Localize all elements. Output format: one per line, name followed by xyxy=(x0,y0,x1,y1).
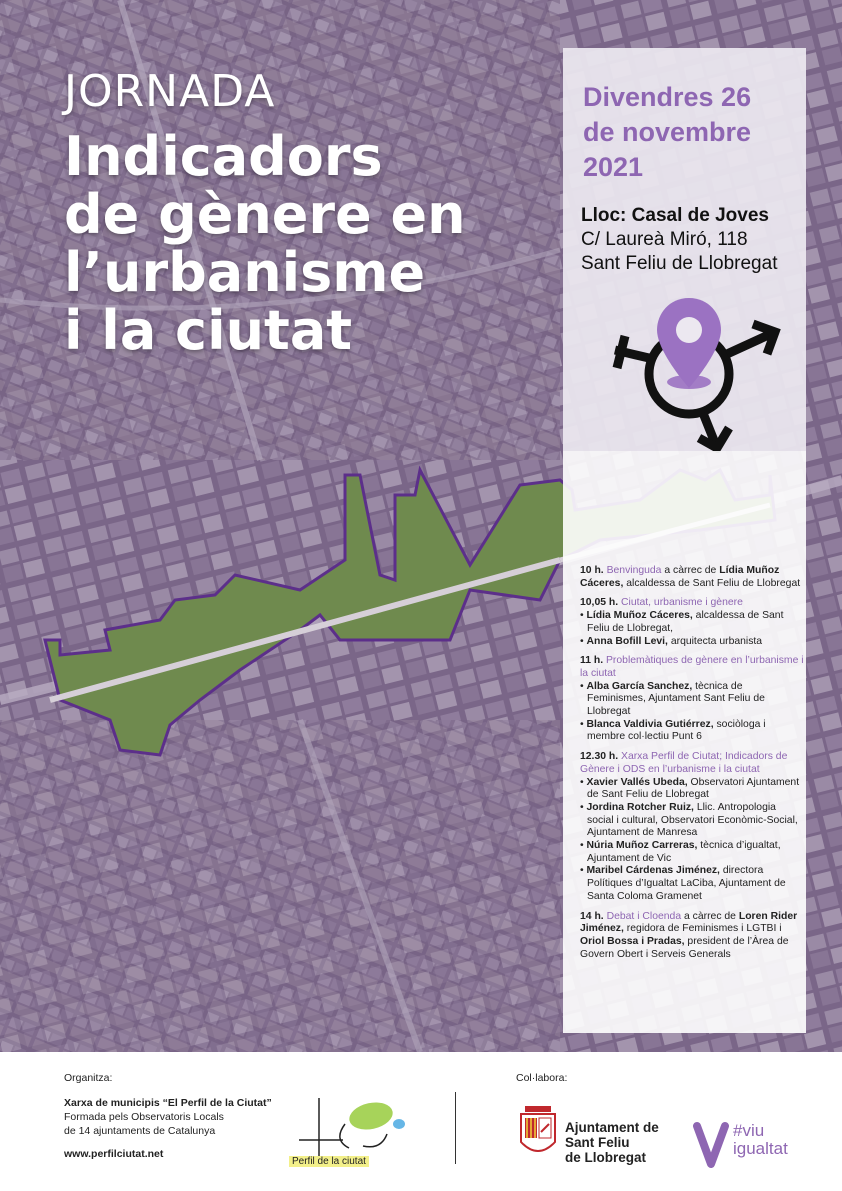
footer-divider xyxy=(455,1092,456,1164)
title-line-4: i la ciutat xyxy=(64,299,353,362)
event-date xyxy=(583,80,751,185)
speaker: • Blanca Valdivia Gutiérrez, sociòloga i membre col·lectiu Punt 6 xyxy=(580,718,766,743)
programme-item: 12.30 h. Xarxa Perfil de Ciutat; Indicadors de Gènere i ODS en l’urbanisme i la ciutat • Xavier Vallés Ubeda, Observatori Ajuntament de Sant Feliu de Llobregat • Jordina Rotcher Ruiz, Llic. Antropologia social i cultural, Observatori Econòmic-Social, Ajuntament de Manresa • Núria Muñoz Carreras, tècnica d’igualtat, Ajuntament de Vic • Maribel Cárdenas Jiménez, directora Polítiques d’Igualtat LaCiba, Ajuntament de Santa Coloma Gramenet xyxy=(580,751,804,903)
speaker: • Jordina Rotcher Ruiz, Llic. Antropologia social i cultural, Observatori Econòmic-Social, Ajuntament de Manresa xyxy=(580,801,798,839)
website-link[interactable]: www.perfilciutat.net xyxy=(64,1148,164,1160)
perfil-ciutat-label: Perfil de la ciutat xyxy=(289,1156,369,1167)
venue-label: Lloc: Casal de Joves xyxy=(581,205,769,226)
coat-of-arms-icon xyxy=(517,1102,559,1164)
programme-item: 10 h. Benvinguda a càrrec de Lídia Muñoz Cáceres, alcaldessa de Sant Feliu de Llobregat xyxy=(580,565,801,589)
speaker: • Lídia Muñoz Cáceres, alcaldessa de Sant Feliu de Llobregat, xyxy=(580,610,784,634)
programme-item: 10,05 h. Ciutat, urbanisme i gènere • Lídia Muñoz Cáceres, alcaldessa de Sant Feliu de Llobregat, • Anna Bofill Levi, arquitecta urbanista xyxy=(580,597,804,648)
venue-address: C/ Laureà Miró, 118 xyxy=(581,229,748,250)
event-info-panel xyxy=(563,48,806,451)
perfil-ciutat-logo xyxy=(283,1084,427,1178)
event-kicker: JORNADA xyxy=(64,66,276,117)
title-line-1: Indicadors xyxy=(64,125,383,188)
programme-list xyxy=(580,565,804,968)
viu-v-icon xyxy=(693,1120,729,1172)
organizer-line-2: Formada pels Observatoris Locals xyxy=(64,1111,224,1123)
speaker: • Anna Bofill Levi, arquitecta urbanista xyxy=(580,635,763,647)
organitza-label: Organitza: xyxy=(64,1072,113,1084)
speaker: • Xavier Vallés Ubeda, Observatori Ajuntament de Sant Feliu de Llobregat xyxy=(580,776,800,801)
viu-igualtat-text: #viu igualtat xyxy=(733,1121,788,1158)
ajuntament-name: Ajuntament de Sant Feliu de Llobregat xyxy=(565,1120,659,1165)
date-line-1: Divendres 26 xyxy=(583,82,752,112)
ajuntament-logo xyxy=(517,1102,677,1172)
organizer-line-3: de 14 ajuntaments de Catalunya xyxy=(64,1125,216,1137)
gender-location-icon xyxy=(603,288,793,453)
organizer-name: Xarxa de municipis “El Perfil de la Ciutat” xyxy=(64,1097,272,1109)
date-line-2: de novembre xyxy=(583,117,752,147)
speaker: • Núria Muñoz Carreras, tècnica d’igualtat, Ajuntament de Vic xyxy=(580,840,781,864)
date-line-3: 2021 xyxy=(583,152,644,182)
programme-item: 11 h. Problemàtiques de gènere en l’urbanisme i la ciutat • Alba García Sanchez, tècnica de Feminismes, Ajuntament Sant Feliu de Llobregat • Blanca Valdivia Gutiérrez, sociòloga i membre col·lectiu Punt 6 xyxy=(580,655,804,743)
footer xyxy=(0,1052,842,1191)
organizer-info xyxy=(64,1096,272,1138)
title-line-2: de gènere en xyxy=(64,183,466,246)
speaker: • Alba García Sanchez, tècnica de Feminismes, Ajuntament Sant Feliu de Llobregat xyxy=(580,680,765,718)
title-line-3: l’urbanisme xyxy=(64,241,426,304)
speaker: • Maribel Cárdenas Jiménez, directora Polítiques d’Igualtat LaCiba, Ajuntament de Santa Coloma Gramenet xyxy=(580,865,786,902)
programme-item: 14 h. Debat i Cloenda a càrrec de Loren Rider Jiménez, regidora de Feminismes i LGTBI i Oriol Bossa i Pradas, president de l’Àrea de Govern Obert i Serveis Generals xyxy=(580,910,798,960)
collabora-label: Col·labora: xyxy=(516,1072,568,1084)
venue-town: Sant Feliu de Llobregat xyxy=(581,253,778,274)
programme-panel xyxy=(563,451,806,1033)
viu-igualtat-logo xyxy=(693,1120,803,1176)
event-location xyxy=(581,204,777,276)
